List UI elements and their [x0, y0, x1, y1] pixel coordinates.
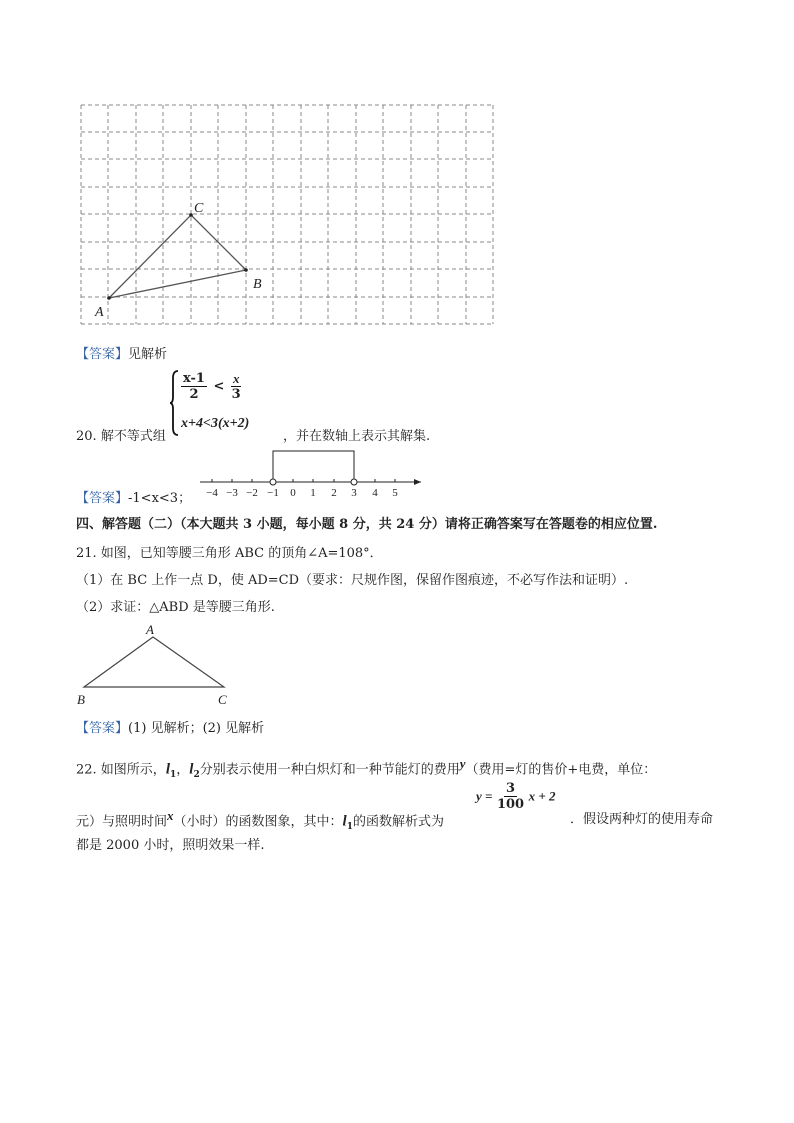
q20-outro: ，并在数轴上表示其解集.	[283, 429, 431, 444]
q22-formula: y = $\frac{3}{100}$ x + 2	[476, 781, 556, 812]
inequality-2: x+4<3(x+2)	[181, 416, 250, 431]
number-line	[195, 447, 427, 503]
tick-label: −2	[246, 487, 258, 499]
label-a: A	[146, 622, 154, 637]
label-c: C	[194, 201, 204, 216]
tick-label: 2	[331, 487, 337, 499]
tick-label: 0	[290, 487, 296, 499]
triangle-abc-2	[84, 637, 224, 687]
inequality-1: $\frac{x-1}{2}$ < $\frac{x}{3}$	[183, 371, 241, 402]
arrow-right-icon	[414, 479, 421, 485]
q22-line3: 都是 2000 小时，照明效果一样.	[76, 838, 265, 853]
q22-line1: 22. 如图所示，$l_1$，$l_2$分别表示使用一种白炽灯和一种节能灯的费用$^y$（费用=灯的售价+电费，单位：	[76, 756, 657, 780]
section-4-title: 四、解答题（二）（本大题共 3 小题，每小题 8 分，共 24 分）请将正确答案写在答题卷的相应位置.	[76, 517, 658, 532]
isosceles-triangle-figure	[70, 620, 240, 710]
q20-number: 20. 解不等式组	[76, 429, 166, 444]
answer-20: 【答案】-1<x<3；	[76, 491, 192, 506]
label-b: B	[77, 692, 85, 707]
tick-label: −3	[226, 487, 238, 499]
grid-triangle-figure	[78, 102, 498, 327]
answer-19: 【答案】见解析	[76, 347, 168, 362]
tick-label: −1	[267, 487, 279, 499]
label-b: B	[253, 277, 262, 292]
q22-line2-end: ．假设两种灯的使用寿命	[570, 812, 714, 827]
q21-line1: 21. 如图，已知等腰三角形 ABC 的顶角∠A=108°．	[76, 546, 383, 561]
tick-label: 5	[392, 487, 398, 499]
inequality-system	[170, 370, 282, 440]
label-a: A	[95, 305, 104, 320]
tick-label: −4	[206, 487, 218, 499]
label-c: C	[218, 692, 227, 707]
open-endpoint-3	[351, 479, 357, 485]
q22-line2: 元）与照明时间$^x$（小时）的函数图象，其中：$l_1$的函数解析式为	[76, 808, 444, 832]
brace-icon	[170, 370, 180, 436]
solution-bracket	[273, 451, 354, 482]
q21-line3: （2）求证：△ABD 是等腰三角形.	[76, 600, 275, 615]
answer-21: 【答案】(1) 见解析；(2) 见解析	[76, 721, 265, 736]
tick-label: 3	[351, 487, 357, 499]
triangle-abc	[109, 215, 246, 298]
q21-line2: （1）在 BC 上作一点 D，使 AD=CD（要求：尺规作图，保留作图痕迹，不必写作法和证明）.	[76, 573, 629, 588]
open-endpoint-minus-1	[270, 479, 276, 485]
tick-label: 4	[372, 487, 378, 499]
tick-label: 1	[310, 487, 316, 499]
